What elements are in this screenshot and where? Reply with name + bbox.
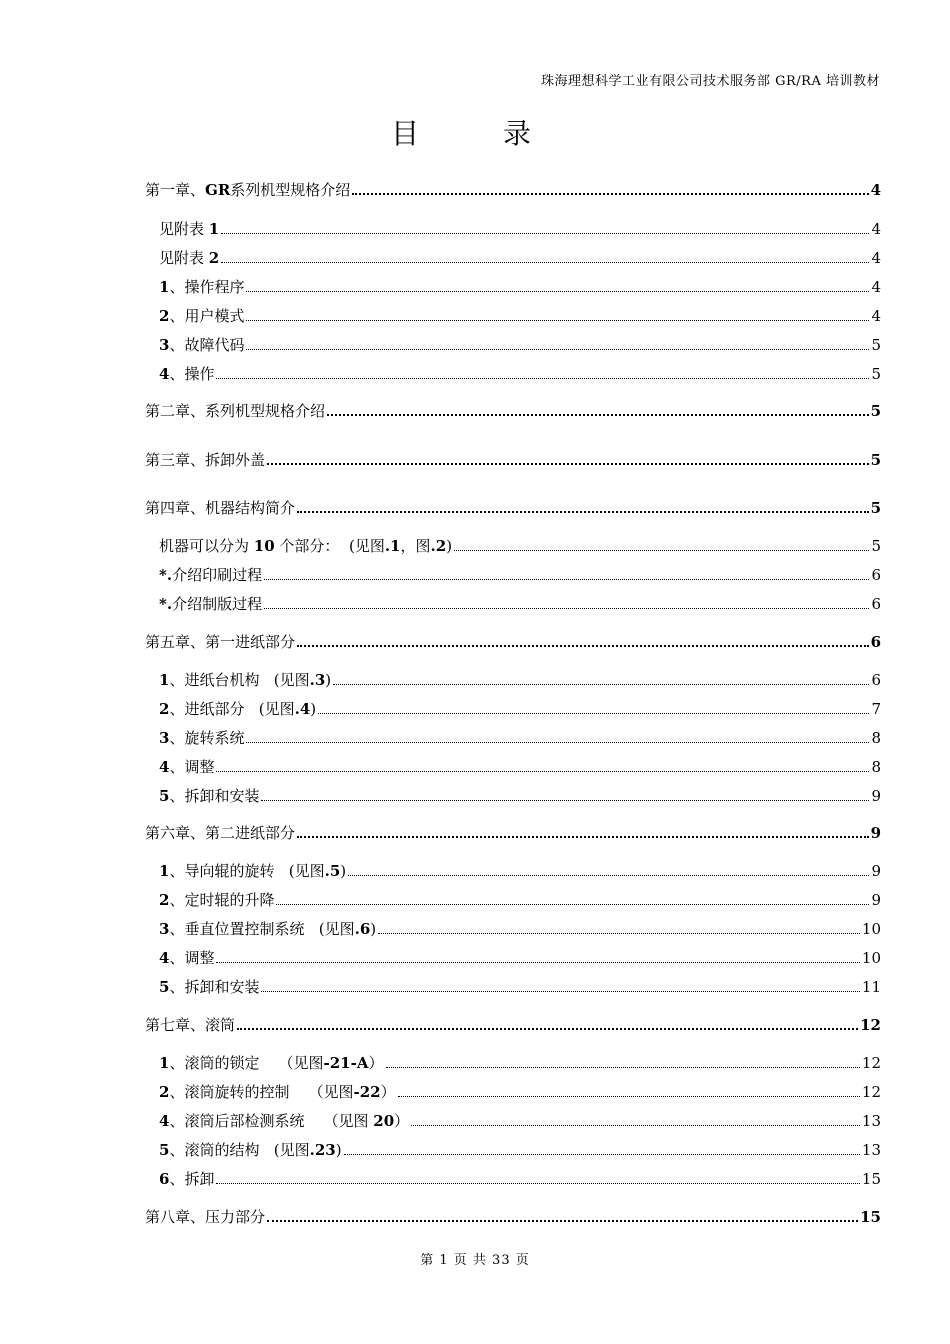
dot-leader xyxy=(264,579,869,580)
dot-leader xyxy=(261,991,859,992)
toc-entry-page-number: 13 xyxy=(861,1112,881,1130)
toc-entry-label: 5、拆卸和安装 xyxy=(159,978,260,996)
toc-entry-page-number: 5 xyxy=(871,365,881,383)
toc-entry-label: 第三章、拆卸外盖 xyxy=(145,451,266,469)
toc-section-entry[interactable] xyxy=(159,1140,881,1160)
toc-entry-label: 2、滚筒旋转的控制 （见图-22） xyxy=(159,1083,396,1101)
toc-entry-label: 4、调整 xyxy=(159,949,215,967)
toc-entry-label: 3、旋转系统 xyxy=(159,729,245,747)
toc-section-entry[interactable] xyxy=(159,890,881,910)
toc-entry-page-number: 11 xyxy=(861,978,881,996)
dot-leader xyxy=(216,771,869,772)
toc-entry-label: *.介绍制版过程 xyxy=(159,595,263,613)
toc-entry-page-number: 4 xyxy=(870,181,881,199)
dot-leader xyxy=(246,349,869,350)
toc-entry-page-number: 9 xyxy=(871,787,881,805)
dot-leader xyxy=(398,1096,860,1097)
toc-entry-page-number: 5 xyxy=(871,336,881,354)
toc-section-entry[interactable] xyxy=(159,786,881,806)
toc-entry-page-number: 9 xyxy=(871,862,881,880)
toc-entry-label: 3、故障代码 xyxy=(159,336,245,354)
toc-entry-page-number: 10 xyxy=(861,949,881,967)
toc-entry-label: 2、定时辊的升降 xyxy=(159,891,275,909)
toc-entry-page-number: 5 xyxy=(870,402,881,420)
toc-entry-label: 2、用户模式 xyxy=(159,307,245,325)
dot-leader xyxy=(411,1125,860,1126)
toc-section-entry[interactable] xyxy=(159,1082,881,1102)
toc-entry-page-number: 6 xyxy=(871,566,881,584)
dot-leader xyxy=(454,550,869,551)
toc-entry-label: 4、滚筒后部检测系统 （见图 20） xyxy=(159,1112,410,1130)
dot-leader xyxy=(378,933,860,934)
toc-section-entry[interactable] xyxy=(159,565,881,585)
toc-entry-page-number: 7 xyxy=(871,700,881,718)
dot-leader xyxy=(267,463,869,465)
toc-entry-label: 1、导向辊的旋转 (见图.5) xyxy=(159,862,347,880)
dot-leader xyxy=(216,1183,859,1184)
toc-section-entry[interactable] xyxy=(159,219,881,239)
toc-entry-page-number: 4 xyxy=(871,220,881,238)
toc-chapter-entry[interactable] xyxy=(145,1207,881,1227)
toc-section-entry[interactable] xyxy=(159,1053,881,1073)
toc-entry-page-number: 12 xyxy=(860,1016,881,1034)
dot-leader xyxy=(264,608,869,609)
toc-chapter-entry[interactable] xyxy=(145,823,881,843)
toc-section-entry[interactable] xyxy=(159,919,881,939)
toc-entry-label: 第五章、第一进纸部分 xyxy=(145,633,296,651)
dot-leader xyxy=(297,645,869,647)
toc-entry-label: 见附表 2 xyxy=(159,249,220,267)
toc-entry-page-number: 13 xyxy=(861,1141,881,1159)
dot-leader xyxy=(221,262,869,263)
toc-chapter-entry[interactable] xyxy=(145,632,881,652)
dot-leader xyxy=(318,713,869,714)
toc-section-entry[interactable] xyxy=(159,977,881,997)
toc-entry-page-number: 5 xyxy=(870,499,881,517)
toc-section-entry[interactable] xyxy=(159,364,881,384)
dot-leader xyxy=(297,511,869,513)
page-title: 目 录 xyxy=(390,117,559,150)
toc-section-entry[interactable] xyxy=(159,536,881,556)
toc-entry-page-number: 8 xyxy=(871,729,881,747)
toc-entry-label: 1、操作程序 xyxy=(159,278,245,296)
toc-section-entry[interactable] xyxy=(159,248,881,268)
toc-section-entry[interactable] xyxy=(159,594,881,614)
toc-entry-page-number: 15 xyxy=(861,1170,881,1188)
toc-section-entry[interactable] xyxy=(159,728,881,748)
dot-leader xyxy=(216,962,859,963)
toc-entry-label: 第二章、系列机型规格介绍 xyxy=(145,402,326,420)
toc-entry-label: 5、滚筒的结构 (见图.23) xyxy=(159,1141,342,1159)
toc-section-entry[interactable] xyxy=(159,1169,881,1189)
toc-entry-label: 第四章、机器结构简介 xyxy=(145,499,296,517)
dot-leader xyxy=(276,904,869,905)
dot-leader xyxy=(386,1067,860,1068)
toc-section-entry[interactable] xyxy=(159,699,881,719)
toc-entry-page-number: 8 xyxy=(871,758,881,776)
dot-leader xyxy=(333,684,869,685)
dot-leader xyxy=(261,800,869,801)
toc-section-entry[interactable] xyxy=(159,948,881,968)
dot-leader xyxy=(246,320,869,321)
toc-section-entry[interactable] xyxy=(159,335,881,355)
dot-leader xyxy=(297,836,869,838)
toc-entry-page-number: 5 xyxy=(870,451,881,469)
toc-section-entry[interactable] xyxy=(159,670,881,690)
toc-entry-page-number: 5 xyxy=(871,537,881,555)
toc-entry-label: 6、拆卸 xyxy=(159,1170,215,1188)
toc-entry-label: 机器可以分为 10 个部分： (见图.1，图.2) xyxy=(159,537,453,555)
toc-entry-page-number: 4 xyxy=(871,278,881,296)
toc-chapter-entry[interactable] xyxy=(145,401,881,421)
toc-entry-page-number: 9 xyxy=(870,824,881,842)
page-header: 珠海理想科学工业有限公司技术服务部 GR/RA 培训教材 xyxy=(541,74,880,89)
toc-section-entry[interactable] xyxy=(159,861,881,881)
page-footer: 第 1 页 共 33 页 xyxy=(420,1253,530,1268)
toc-entry-label: 见附表 1 xyxy=(159,220,220,238)
dot-leader xyxy=(344,1154,860,1155)
toc-entry-page-number: 9 xyxy=(871,891,881,909)
toc-entry-label: 4、调整 xyxy=(159,758,215,776)
toc-entry-label: 2、进纸部分 (见图.4) xyxy=(159,700,317,718)
dot-leader xyxy=(348,875,869,876)
toc-entry-label: 5、拆卸和安装 xyxy=(159,787,260,805)
toc-entry-label: 1、滚筒的锁定 （见图-21-A） xyxy=(159,1054,384,1072)
dot-leader xyxy=(327,414,869,416)
toc-section-entry[interactable] xyxy=(159,757,881,777)
toc-chapter-entry[interactable] xyxy=(145,450,881,470)
toc-section-entry[interactable] xyxy=(159,306,881,326)
toc-entry-page-number: 6 xyxy=(870,633,881,651)
toc-entry-label: 第七章、滚筒 xyxy=(145,1016,236,1034)
dot-leader xyxy=(216,378,869,379)
toc-entry-page-number: 15 xyxy=(860,1208,881,1226)
toc-chapter-entry[interactable] xyxy=(145,1015,881,1035)
dot-leader xyxy=(267,1220,858,1222)
toc-entry-page-number: 12 xyxy=(861,1083,881,1101)
toc-entry-page-number: 6 xyxy=(871,595,881,613)
dot-leader xyxy=(246,291,869,292)
toc-section-entry[interactable] xyxy=(159,1111,881,1131)
toc-entry-label: 3、垂直位置控制系统 (见图.6) xyxy=(159,920,377,938)
toc-section-entry[interactable] xyxy=(159,277,881,297)
toc-entry-label: *.介绍印刷过程 xyxy=(159,566,263,584)
dot-leader xyxy=(237,1028,858,1030)
toc-entry-label: 第六章、第二进纸部分 xyxy=(145,824,296,842)
toc-entry-label: 4、操作 xyxy=(159,365,215,383)
toc-entry-page-number: 4 xyxy=(871,249,881,267)
toc-entry-label: 1、进纸台机构 (见图.3) xyxy=(159,671,332,689)
toc-entry-page-number: 10 xyxy=(861,920,881,938)
toc-chapter-entry[interactable] xyxy=(145,180,881,200)
dot-leader xyxy=(246,742,869,743)
toc-entry-page-number: 4 xyxy=(871,307,881,325)
toc-entry-label: 第八章、压力部分 xyxy=(145,1208,266,1226)
dot-leader xyxy=(352,193,868,195)
toc-entry-label: 第一章、GR系列机型规格介绍 xyxy=(145,181,351,199)
toc-entry-page-number: 6 xyxy=(871,671,881,689)
dot-leader xyxy=(221,233,869,234)
toc-chapter-entry[interactable] xyxy=(145,498,881,518)
toc-entry-page-number: 12 xyxy=(861,1054,881,1072)
